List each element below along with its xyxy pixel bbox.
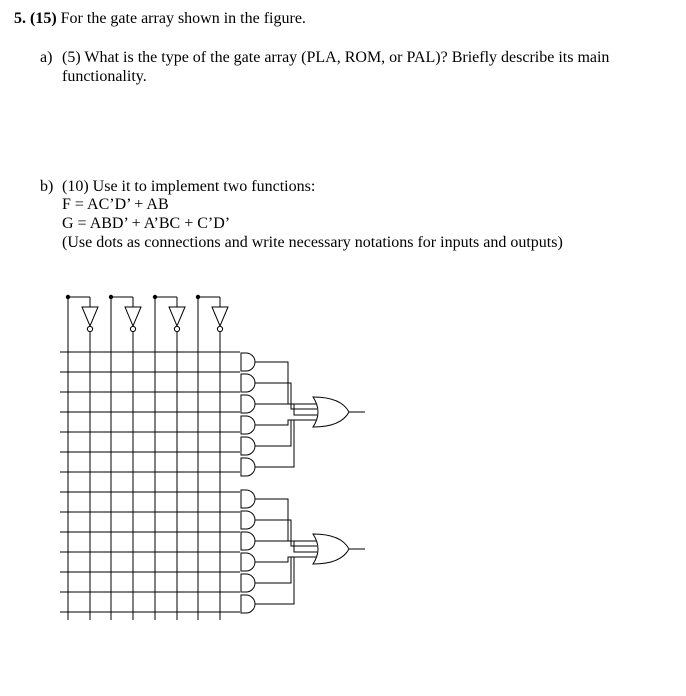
function-f: F = AC’D’ + AB [62, 196, 169, 213]
or-gate-2-icon [313, 534, 349, 564]
question-text: For the gate array shown in the figure. [60, 10, 306, 27]
and-gate-11 [241, 574, 255, 592]
inverter-icon-2 [125, 307, 141, 326]
and-to-or-wire-2 [255, 383, 317, 409]
part-a-line2: functionality. [62, 68, 147, 85]
part-a-label: a) [40, 49, 53, 66]
and-to-or-wire-8 [255, 520, 317, 546]
and-to-or-wire-12 [255, 557, 317, 604]
and-gate-10 [241, 553, 255, 571]
part-a-points: (5) [62, 49, 81, 66]
inverter-bubble-2 [130, 326, 135, 331]
or-gate-1-icon [313, 397, 349, 427]
and-gate-6 [241, 458, 255, 476]
part-b-text: Use it to implement two functions: [92, 178, 316, 195]
inverter-bubble-4 [217, 326, 222, 331]
inverter-icon-3 [169, 307, 185, 326]
and-gate-3 [241, 395, 255, 413]
part-b-note: (Use dots as connections and write necessary notations for inputs and outputs) [62, 234, 563, 251]
and-gate-1 [241, 353, 255, 371]
and-gate-4 [241, 416, 255, 434]
and-gate-2 [241, 374, 255, 392]
and-to-or-wire-11 [255, 557, 317, 583]
inverter-icon-4 [212, 307, 228, 326]
part-a-text: What is the type of the gate array (PLA, ROM, or PAL)? Briefly describe its main [84, 49, 610, 66]
inverter-icon-1 [82, 307, 98, 326]
and-gate-7 [241, 490, 255, 508]
and-to-or-wire-6 [255, 420, 317, 467]
question-points: (15) [30, 10, 57, 27]
part-b-label: b) [40, 178, 54, 195]
part-b-points: (10) [62, 178, 89, 195]
and-gate-8 [241, 511, 255, 529]
inverter-bubble-3 [174, 326, 179, 331]
function-g: G = ABD’ + A’BC + C’D’ [62, 215, 231, 232]
and-to-or-wire-4 [255, 420, 317, 425]
question-number: 5. [14, 10, 26, 27]
and-to-or-wire-5 [255, 420, 317, 446]
and-gate-5 [241, 437, 255, 455]
and-gate-12 [241, 595, 255, 613]
and-to-or-wire-10 [255, 557, 317, 562]
and-gate-9 [241, 532, 255, 550]
inverter-bubble-1 [87, 326, 92, 331]
